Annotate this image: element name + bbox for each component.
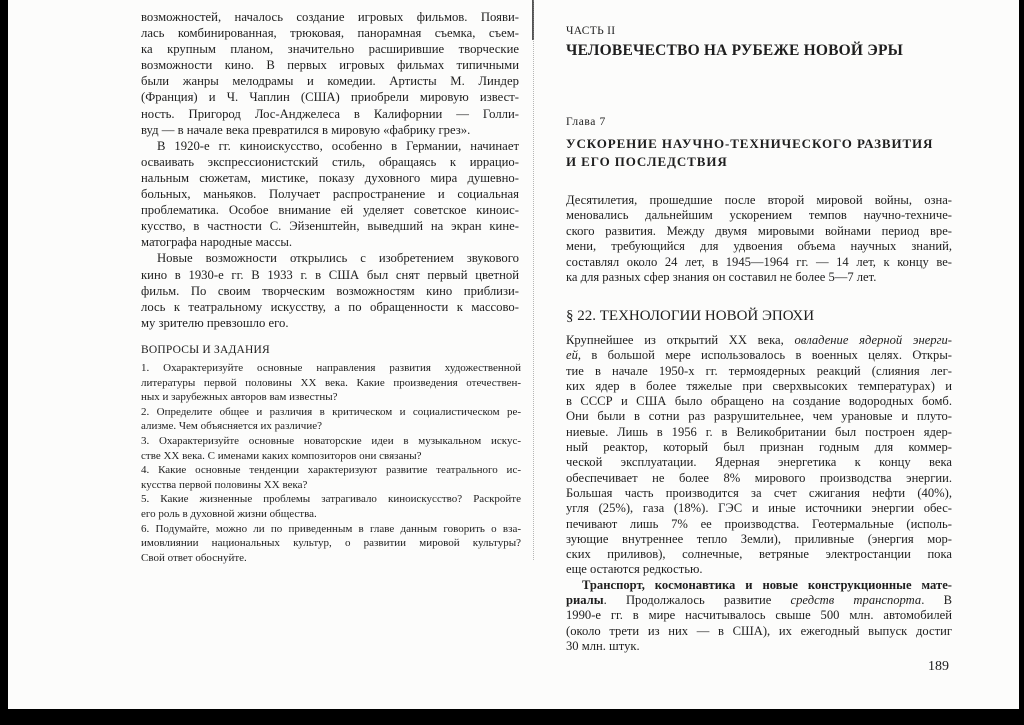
left-page-body xyxy=(141,9,519,331)
paragraph xyxy=(141,250,519,330)
paragraph xyxy=(141,522,521,566)
text-span: Крупнейшее из открытий XX века, xyxy=(566,333,795,347)
text-line: еще остаются редкостью. xyxy=(566,562,703,577)
text-line: 4. Какие основные тенденции характеризуют развитие театрального ис- xyxy=(141,464,521,477)
text-span: , в большой мере использовалось в военных целях. Откры- xyxy=(577,348,952,363)
text-line xyxy=(566,593,952,608)
text-line: Десятилетия, прошедшие после второй мировой войны, озна- xyxy=(566,193,952,207)
text-line: проблематика. Особое внимание ей уделяет советское киноис- xyxy=(141,203,519,218)
text-line: 5. Какие жизненные проблемы затрагивало киноискусство? Раскройте xyxy=(141,493,521,506)
text-line: печивают лишь 7% ее производства. Геотермальные (исполь- xyxy=(566,516,952,531)
text-line: кусства первой половины XX века? xyxy=(141,478,308,491)
text-line: матографа народные массы. xyxy=(141,235,293,250)
paragraph xyxy=(566,193,952,285)
text-line: в СССР и США было обращено на создание водородных бомб. xyxy=(566,394,952,409)
text-line: 1. Охарактеризуйте основные направления развития художественной xyxy=(141,362,521,374)
text-line: му зрителю превзошло его. xyxy=(141,315,289,330)
text-line: мени, требующийся для удвоения объема научных знаний, xyxy=(566,239,952,254)
text-line: (Франция) и Ч. Чаплин (США) приобрели мировую извест- xyxy=(141,90,519,105)
text-line: возможности кино. В первых игровых фильмах типичными xyxy=(141,58,519,73)
text-line: угля (25%), газа (18%). ГЭС и иные источники энергии обес- xyxy=(566,501,952,516)
bold-text: Транспорт, космонавтика и новые конструкционные мате- xyxy=(582,577,952,592)
paragraph xyxy=(141,138,519,251)
text-line: Свой ответ обоснуйте. xyxy=(141,551,247,564)
text-line: ных и зарубежных авторов вам известны? xyxy=(141,391,338,404)
questions-list xyxy=(141,361,521,565)
paragraph xyxy=(566,333,952,578)
text-line: 3. Охарактеризуйте основные новаторские идеи в музыкальном искус- xyxy=(141,434,521,447)
text-line: 30 млн. штук. xyxy=(566,638,640,653)
text-line: ализме. Чем объясняется их различие? xyxy=(141,420,322,433)
text-line: ность. Пригород Лос-Анджелеса в Калифорнии — Голли- xyxy=(141,106,519,121)
text-line: Новые возможности открылись с изобретением звукового xyxy=(157,251,519,266)
part-title: ЧЕЛОВЕЧЕСТВО НА РУБЕЖЕ НОВОЙ ЭРЫ xyxy=(566,42,904,59)
text-line: тие в начале 1950-х гг. термоядерных реакций (слияния лег- xyxy=(566,363,952,378)
text-line: ких ядер в более тяжелые при сверхвысоких температурах) и xyxy=(566,378,952,393)
text-line: 2. Определите общее и различия в критическом и социалистическом ре- xyxy=(141,405,521,418)
chapter-title-line: И ЕГО ПОСЛЕДСТВИЯ xyxy=(566,154,728,169)
text-line: осваивать экспрессионистский стиль, обращаясь к иррацио- xyxy=(141,154,519,169)
text-line: лось к театральному искусству, а по обращенности к массово- xyxy=(141,299,519,314)
text-line: зующие внутреннее тепло Земли), приливные (энергия мор- xyxy=(566,531,952,546)
questions-heading: ВОПРОСЫ И ЗАДАНИЯ xyxy=(141,344,270,356)
text-line: его роль в духовной жизни общества. xyxy=(141,507,317,520)
text-line: литературы первой половины XX века. Какие произведения отечествен- xyxy=(141,376,521,389)
scan-border-bottom xyxy=(0,709,1024,725)
text-line xyxy=(566,578,952,593)
text-line: ниевые. Лишь в 1956 г. в Великобритании был построен ядер- xyxy=(566,424,952,439)
italic-text: ей xyxy=(566,348,578,363)
text-line: ских приливов), солнечные, ветряные электростанции пока xyxy=(566,547,952,562)
text-line: вуд — в начале века превратился в мировую «фабрику грез». xyxy=(141,122,471,137)
text-line: кусство, в частности С. Эйзенштейн, выведший на экран кине- xyxy=(141,219,519,234)
paragraph xyxy=(566,578,952,654)
text-line: (около трети из них — в США), их ежегодный выпуск достиг xyxy=(566,623,952,638)
text-line: ского развития. Между двумя мировыми войнами период вре- xyxy=(566,223,952,238)
section-body xyxy=(566,333,952,654)
text-span: . Продолжалось развитие xyxy=(603,593,791,608)
text-line: ка крупным планом, значительно расширившие творческие xyxy=(141,42,519,57)
text-line: ка для разных сфер знания он составил не более 5—7 лет. xyxy=(566,270,877,285)
page-number: 189 xyxy=(928,659,949,674)
text-line: кино в 1930-е гг. В 1933 г. в США был снят первый цветной xyxy=(141,267,519,282)
text-line: лась комбинированная, трюковая, панорамная съемка, съем- xyxy=(141,26,519,41)
text-line: обеспечивает не более 8% мирового производства энергии. xyxy=(566,470,952,485)
text-line: Большая часть производится за счет сжигания нефти (40%), xyxy=(566,485,952,500)
text-line: стве XX века. С именами каких композиторов они связаны? xyxy=(141,449,422,462)
paragraph xyxy=(141,405,521,434)
section-title: § 22. ТЕХНОЛОГИИ НОВОЙ ЭПОХИ xyxy=(566,308,815,324)
text-line: фильм. По своим творческим возможностям кино приблизи- xyxy=(141,283,519,298)
chapter-label: Глава 7 xyxy=(566,116,606,128)
scan-border-left xyxy=(0,0,8,725)
part-label: ЧАСТЬ II xyxy=(566,25,616,37)
paragraph xyxy=(141,9,519,138)
italic-text: овладение ядерной энерги- xyxy=(794,333,952,347)
paragraph xyxy=(141,361,521,405)
italic-text: средств транспорта xyxy=(790,593,922,608)
text-line: были жанры мелодрамы и комедии. Артисты М. Линдер xyxy=(141,74,519,89)
text-span: . В xyxy=(921,593,952,608)
text-line: ческой эксплуатации. Ядерная энергетика к концу века xyxy=(566,455,952,470)
text-line: 1990-е гг. в мире насчитывалось свыше 500 млн. автомобилей xyxy=(566,608,952,623)
text-line: нальным сюжетам, мистике, показу духовного мира душевно- xyxy=(141,170,519,185)
text-line xyxy=(566,333,952,348)
chapter-title-line: УСКОРЕНИЕ НАУЧНО-ТЕХНИЧЕСКОГО РАЗВИТИЯ xyxy=(566,136,934,151)
text-line xyxy=(566,348,952,363)
text-line: ный реактор, который был признан годным для коммер- xyxy=(566,440,952,455)
text-line: Они были в сотни раз разрушительнее, чем урановые и плуто- xyxy=(566,409,952,424)
text-line: составлял около 24 лет, в 1945—1964 гг. — 14 лет, к концу ве- xyxy=(566,254,952,269)
text-line: 6. Подумайте, можно ли по приведенным в главе данным говорить о вза- xyxy=(141,522,521,535)
paragraph xyxy=(141,434,521,463)
text-line: имовлиянии национальных культур, о развитии мировой культуры? xyxy=(141,537,521,550)
scan-border-right xyxy=(1019,0,1024,725)
chapter-intro xyxy=(566,193,952,285)
text-line: меновались дальнейшим ускорением темпов научно-техниче- xyxy=(566,208,952,223)
text-line: В 1920-е гг. киноискусство, особенно в Германии, начинает xyxy=(157,138,519,153)
paragraph xyxy=(141,492,521,521)
text-line: больных, маньяков. Получает распространение и социальная xyxy=(141,187,519,202)
text-line: возможностей, началось создание игровых фильмов. Появи- xyxy=(141,10,519,24)
chapter-title xyxy=(566,135,938,171)
book-gutter xyxy=(533,0,535,560)
bold-text: риалы xyxy=(566,593,604,608)
paragraph xyxy=(141,463,521,492)
